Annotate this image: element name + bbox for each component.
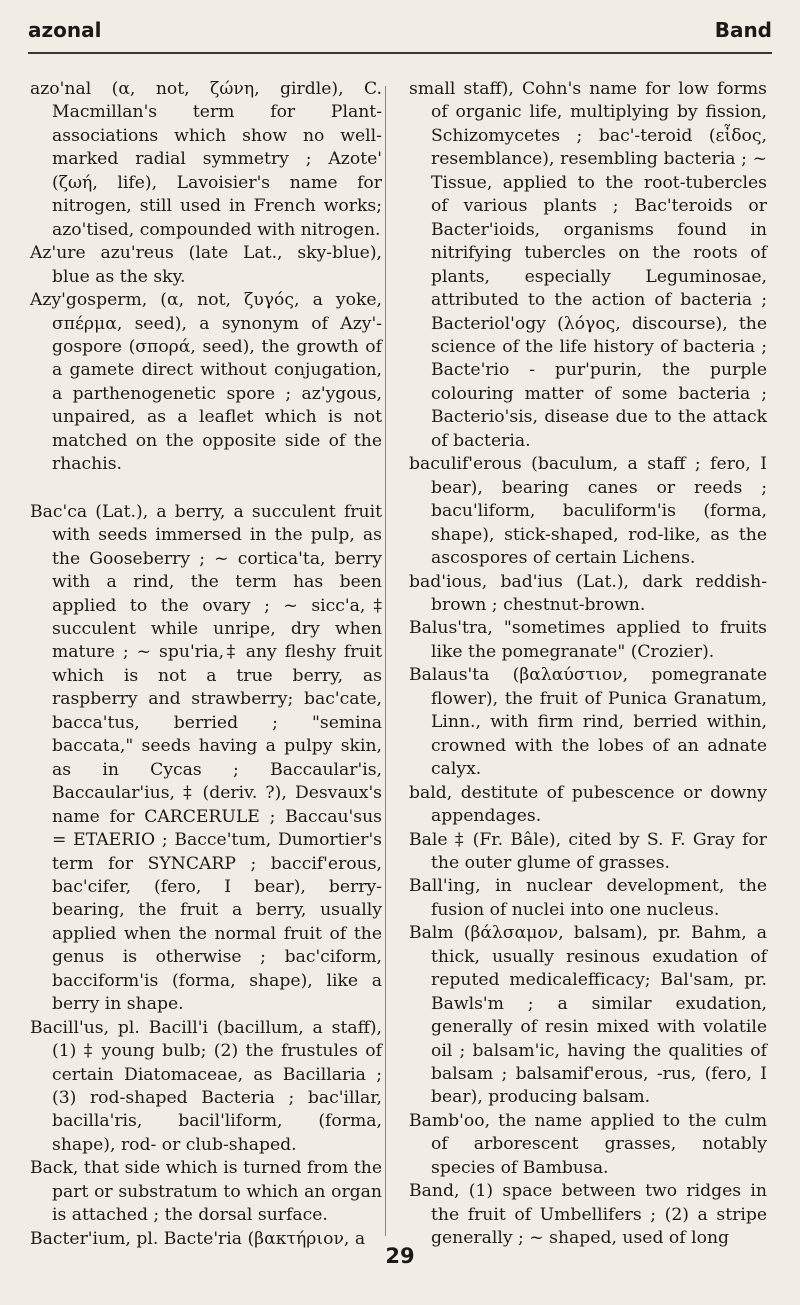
entry: Az'ure azu'reus (late Lat., sky-blue), blue as the sky. (30, 243, 382, 287)
entry: Bacill'us, pl. Bacill'i (bacillum, a staff), (1) ‡ young bulb; (2) the frustules of certain Diatomaceae, as Bacillaria ; (3) rod-shaped Bacteria ; bac'illar, bacilla'ris, bacil'liform, (forma, shape), rod- or club-shaped. (30, 1017, 382, 1155)
section-gap (30, 477, 382, 501)
header-left-guide-word: azonal (28, 18, 102, 42)
entry: bald, destitute of pubescence or downy appendages. (409, 782, 767, 827)
running-header (28, 14, 772, 50)
entry: Back, that side which is turned from the part or substratum to which an organ is attached ; the dorsal surface. (30, 1158, 382, 1226)
entry: Balaus'ta (βαλαύστιον, pomegranate flower), the fruit of Punica Granatum, Linn., with firm rind, berried within, crowned with the lobes of an adnate calyx. (409, 665, 767, 780)
column-divider (385, 86, 386, 1236)
left-column (30, 78, 382, 1251)
entry: Bacter'ium, pl. Bacte'ria (βακτήριον, a (30, 1228, 366, 1249)
header-right-guide-word: Band (714, 18, 772, 42)
entry: Bale ‡ (Fr. Bâle), cited by S. F. Gray for the outer glume of grasses. (409, 829, 767, 873)
page-number: 29 (385, 1244, 415, 1268)
entry: Balus'tra, "sometimes applied to fruits like the pomegranate" (Crozier). (409, 618, 767, 662)
entry: small staff), Cohn's name for low forms of organic life, multiplying by fission, Schizomycetes ; bac'-teroid (εἶδος, resemblance), resembling bacteria ; ~ Tissue, applied to the root-tubercles of various plants ; Bac'teroids or Bacter'ioids, organisms found in nitrifying tubercles on the roots of plants, especially Leguminosae, attributed to the action of bacteria ; Bacteriol'ogy (λόγος, discourse), the science of the life history of bacteria ; Bacte'rio - pur'purin, the purple colouring matter of some bacteria ; Bacterio'sis, disease due to the attack of bacteria. (409, 79, 767, 451)
entry: azo'nal (α, not, ζώνη, girdle), C. Macmillan's term for Plant-associations which show no well-marked radial symmetry ; Azote' (ζωή, life), Lavoisier's name for nitrogen, still used in French works; azo'tised, compounded with nitrogen. (30, 79, 382, 240)
entry: Bamb'oo, the name applied to the culm of arborescent grasses, notably species of Bambusa. (409, 1110, 767, 1178)
entry: Bac'ca (Lat.), a berry, a succulent fruit with seeds immersed in the pulp, as the Gooseberry ; ~ cortica'ta, berry with a rind, the term has been applied to the ovary ; ~ sicc'a,‡ succulent while unripe, dry when mature ; ~ spu'ria,‡ any fleshy fruit which is not a true berry, as raspberry and strawberry; bac'cate, bacca'tus, berried ; "semina baccata," seeds having a pulpy skin, as in Cycas ; Baccaular'is, Baccaular'ius, ‡ (deriv. ?), Desvaux's name for CARCERULE ; Baccau'sus = ETAERIO ; Bacce'tum, Dumortier's term for SYNCARP ; baccif'erous, bac'cifer, (fero, I bear), berry-bearing, the fruit a berry, usually applied when the normal fruit of the genus is otherwise ; bac'ciform, bacciform'is (forma, shape), like a berry in shape. (30, 501, 382, 1015)
entry: baculif'erous (baculum, a staff ; fero, I bear), bearing canes or reeds ; bacu'liform, baculiform'is (forma, shape), stick-shaped, rod-like, as the ascospores of certain Lichens. (409, 454, 767, 569)
entry: Band, (1) space between two ridges in the fruit of Umbellifers ; (2) a stripe generally ; ~ shaped, used of long (409, 1181, 767, 1249)
right-column (409, 78, 767, 1251)
entry: Azy'gosperm, (α, not, ζυγός, a yoke, σπέρμα, seed), a synonym of Azy'-gospore (σπορά, seed), the growth of a gamete direct without conjugation, a parthenogenetic spore ; az'ygous, unpaired, as a leaflet which is not matched on the opposite side of the rhachis. (30, 290, 382, 475)
entry: bad'ious, bad'ius (Lat.), dark reddish-brown ; chestnut-brown. (409, 571, 767, 615)
header-rule (28, 52, 772, 54)
entry: Ball'ing, in nuclear development, the fusion of nuclei into one nucleus. (409, 876, 767, 920)
entry: Balm (βάλσαμον, balsam), pr. Bahm, a thick, usually resinous exudation of reputed medicalefficacy; Bal'sam, pr. Bawls'm ; a similar exudation, generally of resin mixed with volatile oil ; balsam'ic, having the qualities of balsam ; balsamif'erous, -rus, (fero, I bear), producing balsam. (409, 923, 767, 1108)
